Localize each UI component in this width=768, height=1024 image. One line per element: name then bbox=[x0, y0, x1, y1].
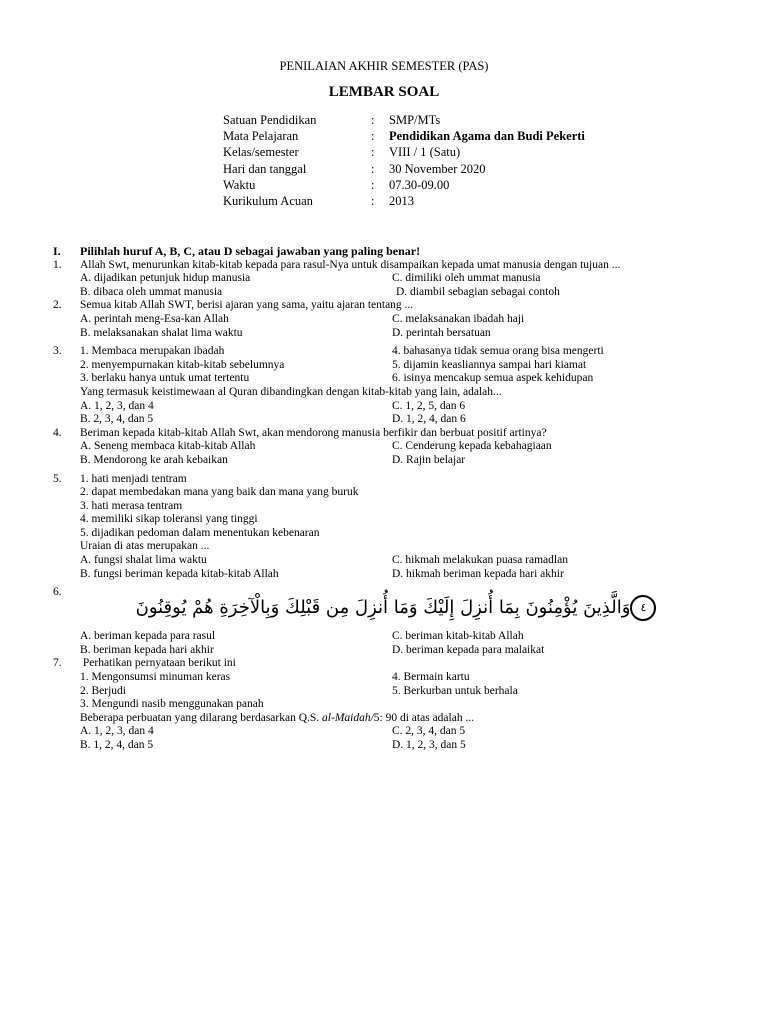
answer-options bbox=[80, 272, 713, 299]
info-row-school-level: Satuan Pendidikan : SMP/MTs bbox=[223, 113, 441, 127]
option-c[interactable]: C. hikmah melakukan puasa ramadlan bbox=[392, 554, 568, 567]
statement-item: 2. Berjudi bbox=[80, 684, 126, 697]
statement-list bbox=[80, 345, 713, 386]
statement-item: 1. Mengonsumsi minuman keras bbox=[80, 671, 231, 684]
statement-item: 4. memiliki sikap toleransi yang tinggi bbox=[80, 513, 258, 526]
question-4: 4. Beriman kepada kitab-kitab Allah Swt, akan mendorong manusia berfikir dan berbuat positif artinya? A. Seneng membaca kitab-kitab Allah C. Cenderung kepada kebahagiaan B. Mendorong ke arah kebaikan D. Rajin belajar bbox=[53, 427, 713, 468]
question-3: 3. 1. Membaca merupakan ibadah 4. bahasanya tidak semua orang bisa mengerti 2. menyempurnakan kitab-kitab sebelumnya 5. dijamin keasliannya sampai hari kiamat 3. berlaku hanya untuk umat tertentu 6. isinya mencakup semua aspek kehidupan Yang termasuk keistimewaan al Quran dibandingkan dengan kitab-kitab yang lain, adalah... A. 1, 2, 3, dan 4 C. 1, 2, 5, dan 6 B. 2, 3, 4, dan 5 D. 1, 2, 4, dan 6 bbox=[53, 345, 713, 427]
statement-item: 3. berlaku hanya untuk umat tertentu bbox=[80, 372, 250, 385]
statement-item: 1. hati menjadi tentram bbox=[80, 472, 187, 485]
answer-options bbox=[80, 725, 713, 752]
option-b[interactable]: B. Mendorong ke arah kebaikan bbox=[80, 453, 228, 466]
option-d[interactable]: D. 1, 2, 4, dan 6 bbox=[392, 413, 466, 426]
statement-item: 5. dijamin keasliannya sampai hari kiamat bbox=[392, 358, 587, 371]
info-row-curriculum: Kurikulum Acuan : 2013 bbox=[223, 193, 414, 208]
question-text: Perhatikan pernyataan berikut ini bbox=[80, 657, 236, 670]
statement-item: 5. dijadikan pedoman dalam menentukan kebenaran bbox=[80, 526, 320, 539]
option-d[interactable]: D. diambil sebagian sebagai contoh bbox=[396, 285, 560, 298]
option-a[interactable]: A. fungsi shalat lima waktu bbox=[80, 554, 207, 567]
option-c[interactable]: C. melaksanakan ibadah haji bbox=[392, 312, 525, 325]
option-d[interactable]: D. perintah bersatuan bbox=[392, 326, 491, 339]
option-a[interactable]: A. 1, 2, 3, dan 4 bbox=[80, 725, 154, 738]
option-b[interactable]: B. dibaca oleh ummat manusia bbox=[80, 285, 223, 298]
option-c[interactable]: C. dimiliki oleh ummat manusia bbox=[392, 272, 541, 285]
question-text: Yang termasuk keistimewaan al Quran dibandingkan dengan kitab-kitab yang lain, adalah... bbox=[80, 385, 502, 398]
answer-options bbox=[80, 400, 713, 427]
statement-list bbox=[80, 671, 713, 698]
info-row-time: Waktu : 07.30-09.00 bbox=[223, 177, 450, 192]
statement-item: 4. bahasanya tidak semua orang bisa mengerti bbox=[392, 345, 604, 358]
option-b[interactable]: B. beriman kepada hari akhir bbox=[80, 643, 214, 656]
answer-options bbox=[80, 440, 713, 467]
option-d[interactable]: D. 1, 2, 3, dan 5 bbox=[392, 739, 466, 751]
option-c[interactable]: C. beriman kitab-kitab Allah bbox=[392, 630, 524, 643]
exam-info-table bbox=[223, 112, 585, 209]
info-row-date: Hari dan tanggal : 30 November 2020 bbox=[223, 161, 486, 176]
questions bbox=[53, 245, 713, 753]
option-c[interactable]: C. Cenderung kepada kebahagiaan bbox=[392, 440, 552, 453]
question-1: 1. Allah Swt, menurunkan kitab-kitab kepada para rasul-Nya untuk disampaikan kepada umat manusia dengan tujuan ... A. dijadikan petunjuk hidup manusia C. dimiliki oleh ummat manusia B. dibaca oleh ummat manusia D. diambil sebagian sebagai contoh bbox=[53, 259, 713, 300]
statement-item: 2. dapat membedakan mana yang baik dan mana yang buruk bbox=[80, 486, 359, 499]
question-text: Beriman kepada kitab-kitab Allah Swt, akan mendorong manusia berfikir dan berbuat positif artinya? bbox=[80, 426, 547, 439]
verse-text: وَالَّذِينَ يُؤْمِنُونَ بِمَا أُنزِلَ إِلَيْكَ وَمَا أُنزِلَ مِن قَبْلِكَ وَبِالْآخِرَةِ هُمْ يُوقِنُونَ bbox=[135, 597, 631, 619]
option-d[interactable]: D. Rajin belajar bbox=[392, 453, 466, 466]
option-a[interactable]: A. perintah meng-Esa-kan Allah bbox=[80, 312, 229, 325]
option-a[interactable]: A. Seneng membaca kitab-kitab Allah bbox=[80, 440, 256, 453]
option-d[interactable]: D. hikmah beriman kepada hari akhir bbox=[392, 567, 564, 580]
option-b[interactable]: B. 2, 3, 4, dan 5 bbox=[80, 413, 154, 426]
option-b[interactable]: B. melaksanakan shalat lima waktu bbox=[80, 326, 243, 339]
option-a[interactable]: A. dijadikan petunjuk hidup manusia bbox=[80, 272, 251, 285]
option-a[interactable]: A. beriman kepada para rasul bbox=[80, 630, 216, 643]
option-c[interactable]: C. 2, 3, 4, dan 5 bbox=[392, 725, 466, 738]
statement-item: 6. isinya mencakup semua aspek kehidupan bbox=[392, 372, 594, 385]
question-text: Semua kitab Allah SWT, berisi ajaran yang sama, yaitu ajaran tentang ... bbox=[80, 299, 414, 312]
info-row-subject: Mata Pelajaran : Pendidikan Agama dan Budi Pekerti bbox=[223, 129, 585, 144]
statement-item: 3. hati merasa tentram bbox=[80, 499, 183, 512]
sheet-title: LEMBAR SOAL bbox=[328, 84, 440, 100]
statement-item: 5. Berkurban untuk berhala bbox=[392, 684, 518, 697]
statement-item: 3. Mengundi nasib menggunakan panah bbox=[80, 698, 264, 711]
answer-options bbox=[80, 554, 713, 581]
answer-options bbox=[80, 630, 713, 657]
question-2: 2. Semua kitab Allah SWT, berisi ajaran yang sama, yaitu ajaran tentang ... A. perintah meng-Esa-kan Allah C. melaksanakan ibadah haji B. melaksanakan shalat lima waktu D. perintah bersatuan bbox=[53, 299, 713, 340]
quran-verse bbox=[120, 586, 680, 630]
question-text: Uraian di atas merupakan ... bbox=[80, 540, 210, 553]
verse-number-mark: ٤ bbox=[630, 595, 656, 621]
option-d[interactable]: D. beriman kepada para malaikat bbox=[392, 643, 545, 656]
option-c[interactable]: C. 1, 2, 5, dan 6 bbox=[392, 399, 466, 412]
answer-options bbox=[80, 313, 713, 340]
statement-item: 1. Membaca merupakan ibadah bbox=[80, 345, 225, 358]
option-a[interactable]: A. 1, 2, 3, dan 4 bbox=[80, 399, 154, 412]
section-heading: I. Pilihlah huruf A, B, C, atau D sebagai jawaban yang paling benar! bbox=[53, 244, 421, 258]
option-b[interactable]: B. fungsi beriman kepada kitab-kitab Allah bbox=[80, 567, 279, 580]
statement-item: 2. menyempurnakan kitab-kitab sebelumnya bbox=[80, 358, 285, 371]
question-text-2: Beberapa perbuatan yang dilarang berdasarkan Q.S. al-Maidah/5: 90 di atas adalah ... bbox=[80, 711, 475, 724]
option-b[interactable]: B. 1, 2, 4, dan 5 bbox=[80, 739, 154, 751]
question-7: 7. Perhatikan pernyataan berikut ini 1. Mengonsumsi minuman keras 4. Bermain kartu 2. Berjudi 5. Berkurban untuk berhala 3. Mengundi nasib menggunakan panah Beberapa perbuatan yang dilarang berdasarkan Q.S. al-Maidah/5: 90 di atas adalah ... A. 1, 2, 3, dan 4 C. 2, 3, 4, dan 5 B. 1, 2, 4, dan 5 D. 1, 2, 3, dan 5 bbox=[53, 657, 713, 752]
question-5: 5. 1. hati menjadi tentram 2. dapat membedakan mana yang baik dan mana yang buruk 3. hati merasa tentram 4. memiliki sikap toleransi yang tinggi 5. dijadikan pedoman dalam menentukan kebenaran Uraian di atas merupakan ... A. fungsi shalat lima waktu C. hikmah melakukan puasa ramadlan B. fungsi beriman kepada kitab-kitab Allah D. hikmah beriman kepada hari akhir bbox=[53, 473, 713, 582]
statement-item: 4. Bermain kartu bbox=[392, 671, 470, 684]
question-6: 6. وَالَّذِينَ يُؤْمِنُونَ بِمَا أُنزِلَ إِلَيْكَ وَمَا أُنزِلَ مِن قَبْلِكَ وَبِالْآخِرَةِ هُمْ يُوقِنُونَ ٤ A. beriman kepada para rasul C. beriman kitab-kitab Allah B. beriman kepada hari akhir D. beriman kepada para malaikat bbox=[53, 586, 713, 657]
info-row-class: Kelas/semester : VIII / 1 (Satu) bbox=[223, 145, 461, 160]
exam-title: PENILAIAN AKHIR SEMESTER (PAS) bbox=[279, 59, 489, 73]
question-text: Allah Swt, menurunkan kitab-kitab kepada para rasul-Nya untuk disampaikan kepada umat manusia dengan tujuan ... bbox=[80, 258, 621, 271]
